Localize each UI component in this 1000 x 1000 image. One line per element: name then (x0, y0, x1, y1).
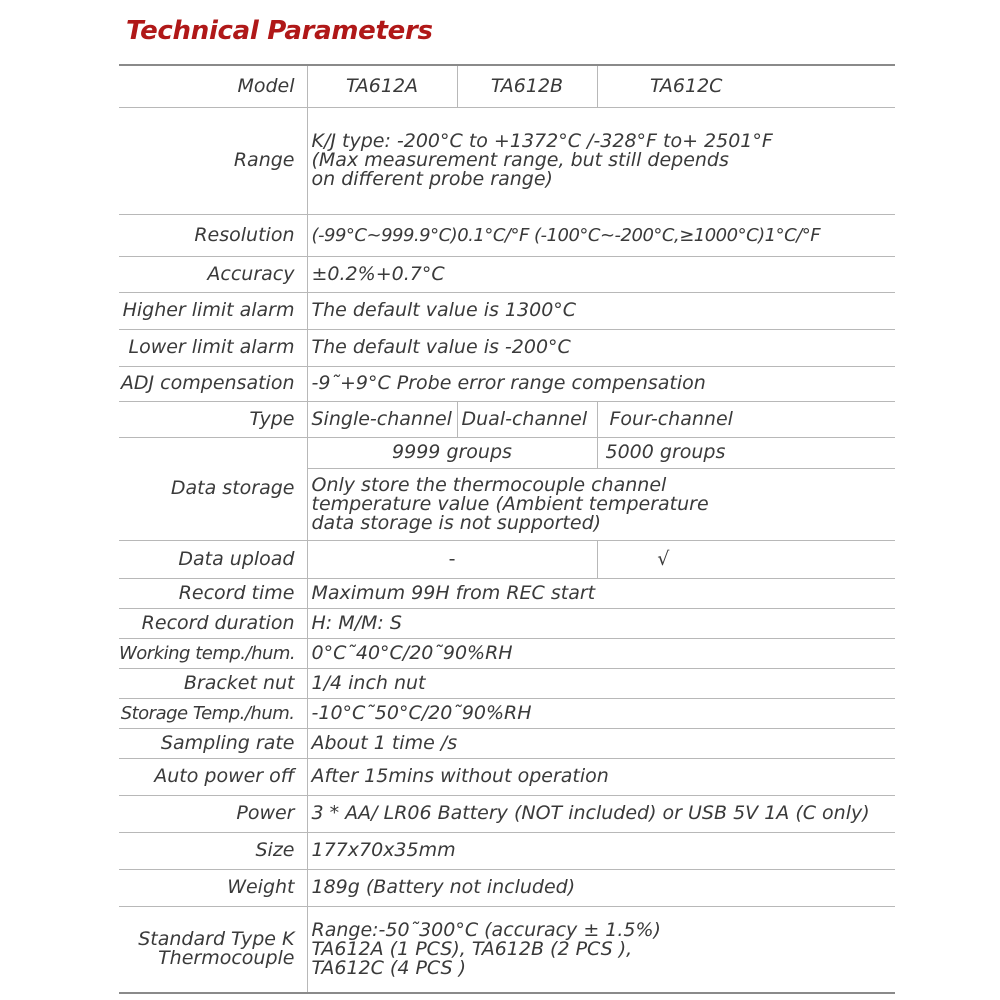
higher-alarm-value: The default value is 1300°C (307, 292, 895, 329)
auto-off-value: After 15mins without operation (307, 758, 895, 795)
row-auto-off (119, 758, 895, 795)
page-title: Technical Parameters (126, 16, 433, 46)
storage-note-line: temperature value (Ambient temperature (311, 492, 709, 515)
row-label: Sampling rate (119, 728, 307, 758)
range-line: (Max measurement range, but still depends (311, 149, 729, 171)
model-b: TA612B (457, 65, 597, 107)
row-label: Model (119, 65, 307, 107)
row-accuracy (119, 256, 895, 292)
thermocouple-line: TA612A (1 PCS), TA612B (2 PCS ), (311, 937, 633, 960)
bracket-value: 1/4 inch nut (307, 668, 895, 698)
upload-ab: - (307, 540, 597, 578)
thermocouple-line: Range:-50˜300°C (accuracy ± 1.5%) (311, 918, 661, 941)
row-upload (119, 540, 895, 578)
row-working (119, 638, 895, 668)
storage-note-line: data storage is not supported) (311, 511, 602, 534)
row-record-duration (119, 608, 895, 638)
row-range (119, 107, 895, 214)
row-label: Weight (119, 869, 307, 906)
row-label: Higher limit alarm (119, 292, 307, 329)
row-label: Storage Temp./hum. (119, 698, 307, 728)
row-sampling (119, 728, 895, 758)
model-c: TA612C (597, 65, 895, 107)
range-line: K/J type: -200°C to +1372°C /-328°F to+ 2501°F (311, 130, 773, 152)
model-a: TA612A (307, 65, 457, 107)
row-label: Lower limit alarm (119, 329, 307, 366)
row-label: ADJ compensation (119, 366, 307, 401)
row-label: Accuracy (119, 256, 307, 292)
row-size (119, 832, 895, 869)
accuracy-value: ±0.2%+0.7°C (307, 256, 895, 292)
storage-temp-value: -10°C˜50°C/20˜90%RH (307, 698, 895, 728)
range-value (307, 107, 895, 214)
sampling-value: About 1 time /s (307, 728, 895, 758)
row-record-time (119, 578, 895, 608)
row-label: Data upload (119, 540, 307, 578)
row-label: Record time (119, 578, 307, 608)
type-a: Single-channel (307, 401, 457, 437)
row-thermocouple (119, 906, 895, 993)
row-label: Resolution (119, 214, 307, 256)
row-higher-alarm (119, 292, 895, 329)
row-label: Auto power off (119, 758, 307, 795)
thermocouple-label-line: Standard Type K (138, 928, 295, 951)
lower-alarm-value: The default value is -200°C (307, 329, 895, 366)
row-model (119, 65, 895, 107)
row-bracket (119, 668, 895, 698)
row-label: Record duration (119, 608, 307, 638)
record-duration-value: H: M/M: S (307, 608, 895, 638)
thermocouple-label-line: Thermocouple (158, 947, 295, 970)
row-storage (119, 437, 895, 468)
range-line: on different probe range) (311, 168, 553, 190)
adj-value: -9˜+9°C Probe error range compensation (307, 366, 895, 401)
row-adj (119, 366, 895, 401)
storage-ab: 9999 groups (307, 437, 597, 468)
row-type (119, 401, 895, 437)
type-b: Dual-channel (457, 401, 597, 437)
row-label: Data storage (119, 437, 307, 540)
row-label: Type (119, 401, 307, 437)
thermocouple-value (307, 906, 895, 993)
storage-note-line: Only store the thermocouple channel (311, 473, 667, 496)
power-value: 3 * AA/ LR06 Battery (NOT included) or USB 5V 1A (C only) (307, 795, 895, 832)
size-value: 177x70x35mm (307, 832, 895, 869)
row-label: Size (119, 832, 307, 869)
thermocouple-line: TA612C (4 PCS ) (311, 956, 467, 979)
row-weight (119, 869, 895, 906)
row-label: Power (119, 795, 307, 832)
row-lower-alarm (119, 329, 895, 366)
row-resolution (119, 214, 895, 256)
storage-note (307, 468, 895, 540)
row-label: Working temp./hum. (119, 638, 307, 668)
type-c: Four-channel (597, 401, 895, 437)
row-storage-temp (119, 698, 895, 728)
resolution-value: (-99°C~999.9°C)0.1°C/°F (-100°C~-200°C,≥1000°C)1°C/°F (307, 214, 895, 256)
row-power (119, 795, 895, 832)
record-time-value: Maximum 99H from REC start (307, 578, 895, 608)
upload-c-check-icon: √ (597, 540, 895, 578)
storage-c: 5000 groups (597, 437, 895, 468)
weight-value: 189g (Battery not included) (307, 869, 895, 906)
row-label: Bracket nut (119, 668, 307, 698)
row-label: Range (119, 107, 307, 214)
specs-table (119, 64, 895, 994)
row-label (119, 906, 307, 993)
working-value: 0°C˜40°C/20˜90%RH (307, 638, 895, 668)
